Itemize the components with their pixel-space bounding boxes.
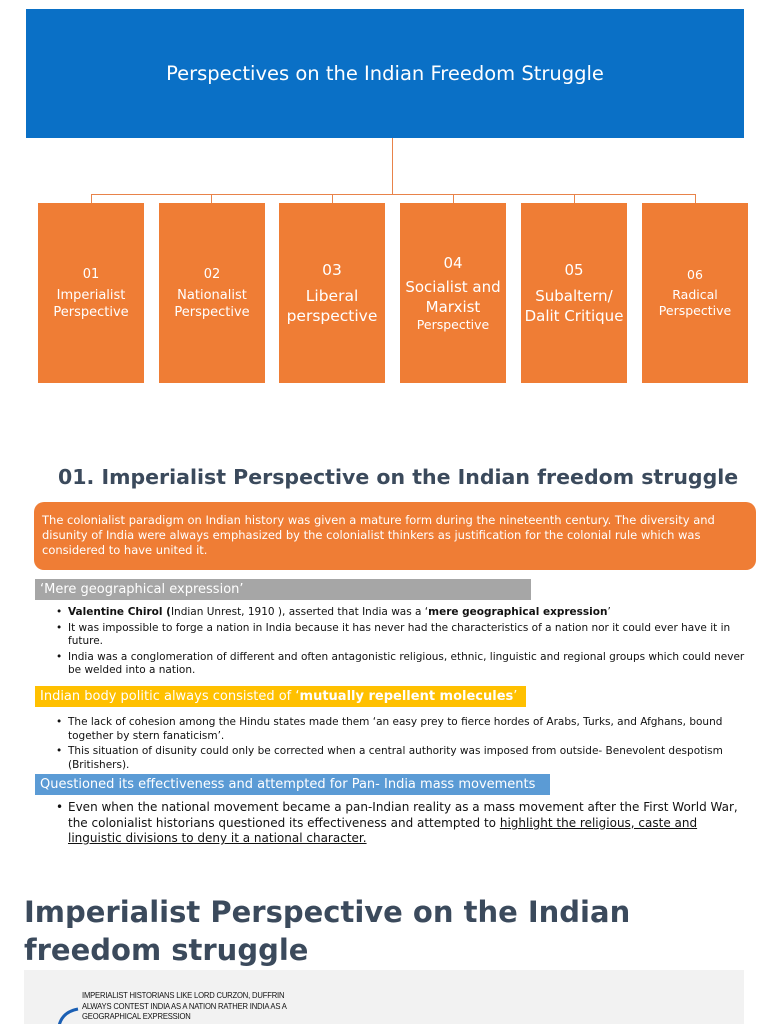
card-subaltern-dalit (521, 203, 627, 383)
card-number: 04 (443, 254, 463, 272)
card-sublabel: Perspective (416, 317, 490, 332)
connector-drop-3 (332, 194, 333, 203)
card-socialist-marxist (400, 203, 506, 383)
list-item: • India was a conglomeration of different and often antagonistic religious, ethnic, linguistic and regional groups which could never be welded into a nation. (56, 651, 756, 678)
quote-bold: mere geographical expression (428, 606, 608, 618)
card-label: Radical Perspective (658, 287, 732, 318)
card-liberal (279, 203, 385, 383)
bar-pre: Indian body politic always consisted of ‘ (40, 689, 300, 704)
diagram-title-box (26, 9, 744, 138)
quote-end: ’ (607, 606, 611, 618)
paren: ( (162, 606, 171, 618)
card-number: 06 (687, 267, 703, 282)
connector-drop-2 (211, 194, 212, 203)
image-caption-line: IMPERIALIST HISTORIANS LIKE LORD CURZON, DUFFRIN (82, 990, 285, 1000)
connector-drop-4 (453, 194, 454, 203)
underlined-text: highlight the religious, caste and linguistic divisions to deny it a national character. (68, 815, 698, 845)
card-imperialist (38, 203, 144, 383)
section-title: 01. Imperialist Perspective on the Indian freedom struggle (58, 465, 739, 489)
heading-bar-mass-movements (35, 774, 550, 795)
card-label: Liberal perspective (286, 287, 378, 325)
intro-text: The colonialist paradigm on Indian history was given a mature form during the nineteenth century. The diversity and disunity of India were always emphasized by the colonialist thinkers as justification for the colonial rule which was considered to have united it. (42, 513, 715, 557)
connector-horizontal (91, 194, 695, 195)
bullet-list-mass-movements (56, 800, 746, 849)
card-number: 03 (322, 261, 342, 279)
card-label: Subaltern/ Dalit Critique (524, 287, 624, 325)
connector-drop-6 (695, 194, 696, 203)
connector-trunk (392, 138, 393, 195)
image-caption-line: ALWAYS CONTEST INDIA AS A NATION RATHER INDIA AS A (82, 1000, 287, 1011)
bullet-list-molecules (56, 716, 726, 774)
card-radical (642, 203, 748, 383)
slide-title: Imperialist Perspective on the Indian freedom struggle (24, 895, 631, 967)
item-text: Even when the national movement became a pan-Indian reality as a mass movement after the First World War, the colonialist historians questioned its effectiveness and attempted to (68, 800, 738, 830)
image-caption-line: GEOGRAPHICAL EXPRESSION (82, 1011, 191, 1021)
connector-drop-1 (91, 194, 92, 203)
list-item: • It was impossible to forge a nation in India because it has never had the characteristics of a nation nor it could ever have it in future. (56, 622, 756, 649)
heading-bar-text: Questioned its effectiveness and attempted for Pan- India mass movements (40, 777, 536, 792)
intro-box (34, 502, 756, 570)
list-item (56, 800, 746, 847)
card-label: Imperialist Perspective (53, 287, 129, 320)
card-number: 01 (82, 266, 100, 282)
list-item (56, 606, 756, 620)
card-number: 02 (203, 266, 221, 282)
heading-bar-molecules (35, 686, 526, 707)
list-item: • This situation of disunity could only be corrected when a central authority was imposed from outside- Benevolent despotism (Britishers). (56, 745, 726, 772)
bullet-list-geographical (56, 606, 756, 680)
card-nationalist (159, 203, 265, 383)
image-caption (82, 990, 287, 1022)
connector-drop-5 (574, 194, 575, 203)
diagram-title: Perspectives on the Indian Freedom Struggle (166, 62, 604, 85)
card-label: Socialist and Marxist (405, 278, 501, 316)
embedded-image (24, 970, 744, 1024)
card-label: Nationalist Perspective (174, 287, 250, 320)
author-name: Valentine Chirol (68, 606, 163, 618)
heading-bar-text: ‘Mere geographical expression’ (40, 582, 244, 597)
bar-bold: mutually repellent molecules (299, 689, 514, 704)
list-item: • The lack of cohesion among the Hindu states made them ‘an easy prey to fierce hordes of Arabs, Turks, and Afghans, bound together by stern fanaticism’. (56, 716, 726, 743)
bar-post: ’ (513, 689, 518, 704)
book-ref: Indian Unrest, 1910 ), asserted that India was a ‘ (170, 606, 429, 618)
heading-bar-geographical (35, 579, 531, 600)
card-number: 05 (564, 261, 584, 279)
